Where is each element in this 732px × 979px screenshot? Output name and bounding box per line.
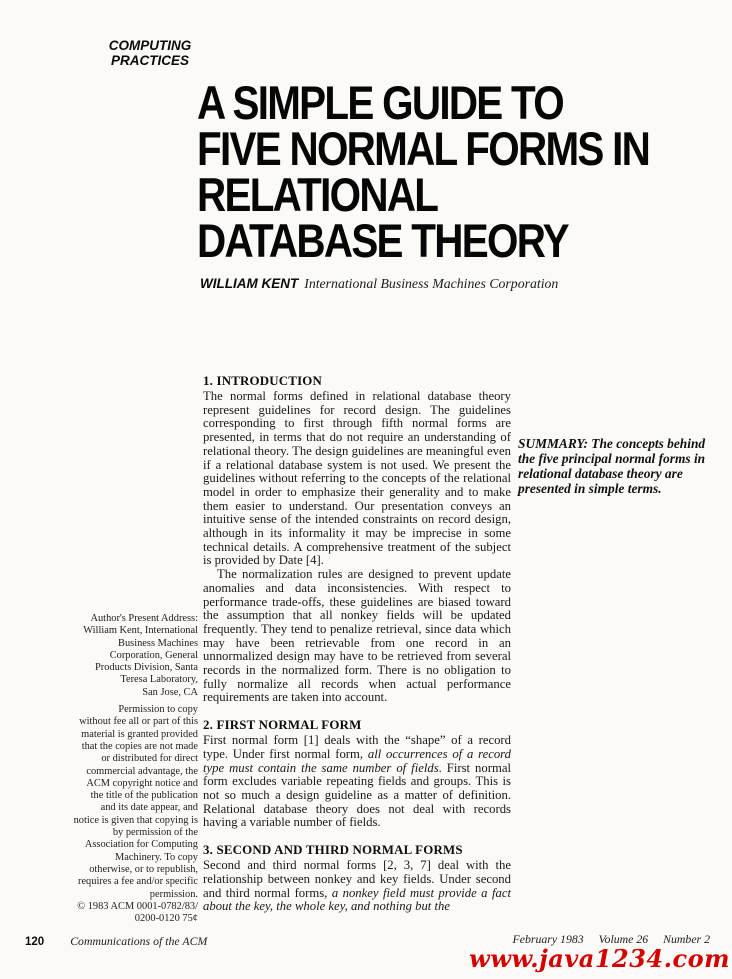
sidebar-line: Author's Present Address: xyxy=(90,613,198,624)
author-name: WILLIAM KENT xyxy=(200,276,299,291)
paragraph xyxy=(203,734,511,830)
kicker xyxy=(100,38,200,68)
sidebar-line: commercial advantage, the xyxy=(86,765,198,777)
sidebar-line: and its date appear, and xyxy=(100,802,198,814)
byline xyxy=(200,276,680,292)
paragraph xyxy=(203,390,511,568)
issue-date: February 1983 xyxy=(512,932,584,946)
emphasized-text: all occurrences of a record type must contain the same number of fields xyxy=(203,746,511,775)
body-text: The normalization rules are designed to prevent update anomalies and data inconsistencies. With respect to performance trade-offs, these guidelines are biased toward the assumption that all nonkey fields will be updated frequently. They tend to penalize retrieval, since data which may have been retrievable from one record in an unnormalized design may have to be retrieved from several records in the normalized form. There is no obligation to fully normalize all records when actual performance requirements are taken into account. xyxy=(203,567,511,705)
sidebar-line: or distributed for direct xyxy=(101,753,198,765)
sidebar-line: Corporation, General xyxy=(109,649,198,661)
watermark: www.java1234.com xyxy=(469,944,730,973)
section-heading: 1. INTRODUCTION xyxy=(203,374,323,388)
body-text: Second and third normal forms [2, 3, 7] deal with the relationship between nonkey and key fields. Under second and third normal forms, xyxy=(203,858,511,900)
journal-name: Communications of the ACM xyxy=(70,934,208,948)
permission-notice xyxy=(50,704,198,925)
summary-sidenote: SUMMARY: The concepts behind the five principal normal forms in relational database theory are presented in simple terms. xyxy=(518,436,706,496)
paragraph xyxy=(203,568,511,705)
body-text: First normal form [1] deals with the “shape” of a record type. Under first normal form, xyxy=(203,733,511,761)
title-line-3: RELATIONAL xyxy=(197,168,438,221)
sidebar-line: requires a fee and/or specific xyxy=(77,876,198,888)
sidebar-line: Permission to copy xyxy=(118,704,198,716)
page-number: 120 xyxy=(25,936,45,948)
sidebar-line: material is granted provided xyxy=(81,728,198,740)
sidebar-line: Business Machines xyxy=(118,637,198,649)
sidebar-line: San Jose, CA xyxy=(142,686,198,698)
paragraph xyxy=(203,859,511,914)
author-address xyxy=(50,613,198,699)
sidebar-line: ACM copyright notice and xyxy=(86,777,198,789)
sidebar-line: the title of the publication xyxy=(90,790,198,802)
kicker-line-2: PRACTICES xyxy=(110,53,189,68)
footer-left xyxy=(25,932,207,950)
sidebar-line: that the copies are not made xyxy=(81,740,198,752)
sidebar-line: Teresa Laboratory, xyxy=(120,674,198,686)
section-heading: 3. SECOND AND THIRD NORMAL FORMS xyxy=(203,843,463,858)
sidebar-line: 0200-0120 75¢ xyxy=(134,913,198,925)
section-heading: 2. FIRST NORMAL FORM xyxy=(203,718,362,733)
left-sidebar-notes xyxy=(50,613,198,930)
sidebar-line: Association for Computing xyxy=(84,839,198,851)
sidebar-line: Machinery. To copy xyxy=(115,851,198,863)
paper-title xyxy=(197,76,730,267)
sidebar-line: without fee all or part of this xyxy=(79,716,198,728)
title-line-4: DATABASE THEORY xyxy=(197,214,568,267)
title-line-2: FIVE NORMAL FORMS IN xyxy=(197,122,650,175)
issue-volume: Volume 26 xyxy=(598,932,649,946)
author-affiliation: International Business Machines Corporation xyxy=(304,276,559,291)
article-body xyxy=(203,374,511,914)
issue-number: Number 2 xyxy=(663,932,710,946)
body-text: . First normal form excludes variable repeating fields and groups. This is not so much a design guideline as a matter of definition. Relational database theory does not deal with records having a variable number of fields. xyxy=(203,760,511,830)
sidebar-line: by permission of the xyxy=(112,827,198,839)
sidebar-line: permission. xyxy=(149,888,198,900)
emphasized-text: a nonkey field must provide a fact about the key, the whole key, and nothing but the xyxy=(203,885,511,914)
sidebar-line: William Kent, International xyxy=(83,625,198,637)
sidebar-line: notice is given that copying is xyxy=(73,814,198,826)
sidebar-line: otherwise, or to republish, xyxy=(89,863,198,875)
kicker-line-1: COMPUTING xyxy=(108,38,192,53)
sidebar-line: Products Division, Santa xyxy=(94,662,198,674)
body-text: The normal forms defined in relational database theory represent guidelines for record design. The guidelines corresponding to first through fifth normal forms are presented, in terms that do not require an understanding of relational theory. The design guidelines are meaningful even if a relational database system is not used. We present the guidelines without referring to the concepts of the relational model in order to emphasize their generality and to make them easier to understand. Our presentation conveys an intuitive sense of the intended constraints on record design, although in its informality it may be imprecise in some technical details. A comprehensive treatment of the subject is provided by Date [4]. xyxy=(203,389,511,568)
title-line-1: A SIMPLE GUIDE TO xyxy=(197,76,564,129)
sidebar-line: © 1983 ACM 0001-0782/83/ xyxy=(77,900,198,912)
